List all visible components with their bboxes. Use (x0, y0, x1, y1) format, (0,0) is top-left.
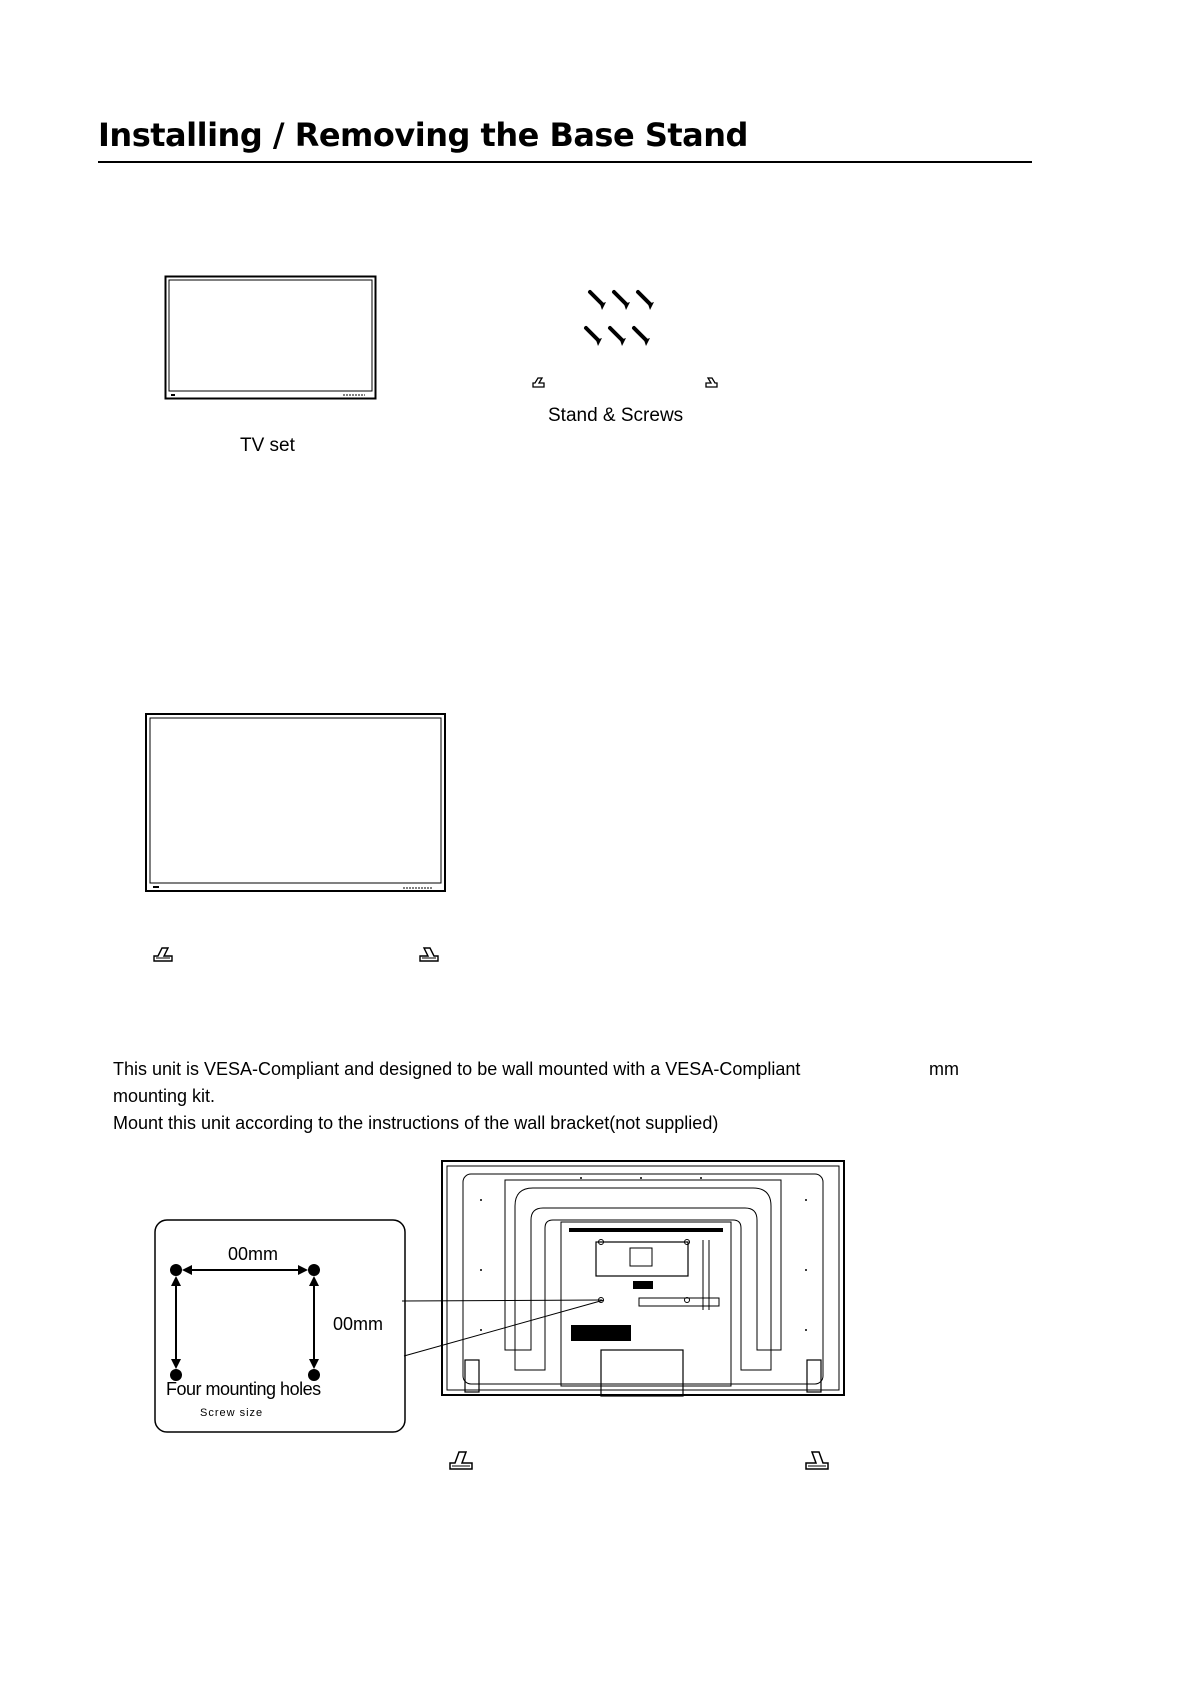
screw-size-label: Screw size (200, 1407, 264, 1419)
stand-screws-label: Stand & Screws (548, 405, 684, 426)
wall-mount-unit: mm (929, 1059, 959, 1079)
stand-foot-icon (804, 1449, 830, 1471)
page-title: Installing / Removing the Base Stand (98, 116, 748, 154)
wall-mount-line-1: This unit is VESA-Compliant and designed to be wall mounted with a VESA-Compliant (113, 1059, 801, 1079)
mounting-holes-label: Four mounting holes (166, 1379, 321, 1399)
wall-mount-line-3: Mount this unit according to the instructions of the wall bracket(not supplied) (113, 1113, 719, 1133)
wall-mount-line-2: mounting kit. (113, 1086, 216, 1106)
tv-back-illustration (441, 1160, 846, 1398)
vesa-vertical-label: 00mm (333, 1314, 384, 1334)
vesa-horizontal-label: 00mm (228, 1244, 279, 1264)
stand-foot-icon (448, 1449, 474, 1471)
tv-set-label: TV set (240, 435, 295, 456)
